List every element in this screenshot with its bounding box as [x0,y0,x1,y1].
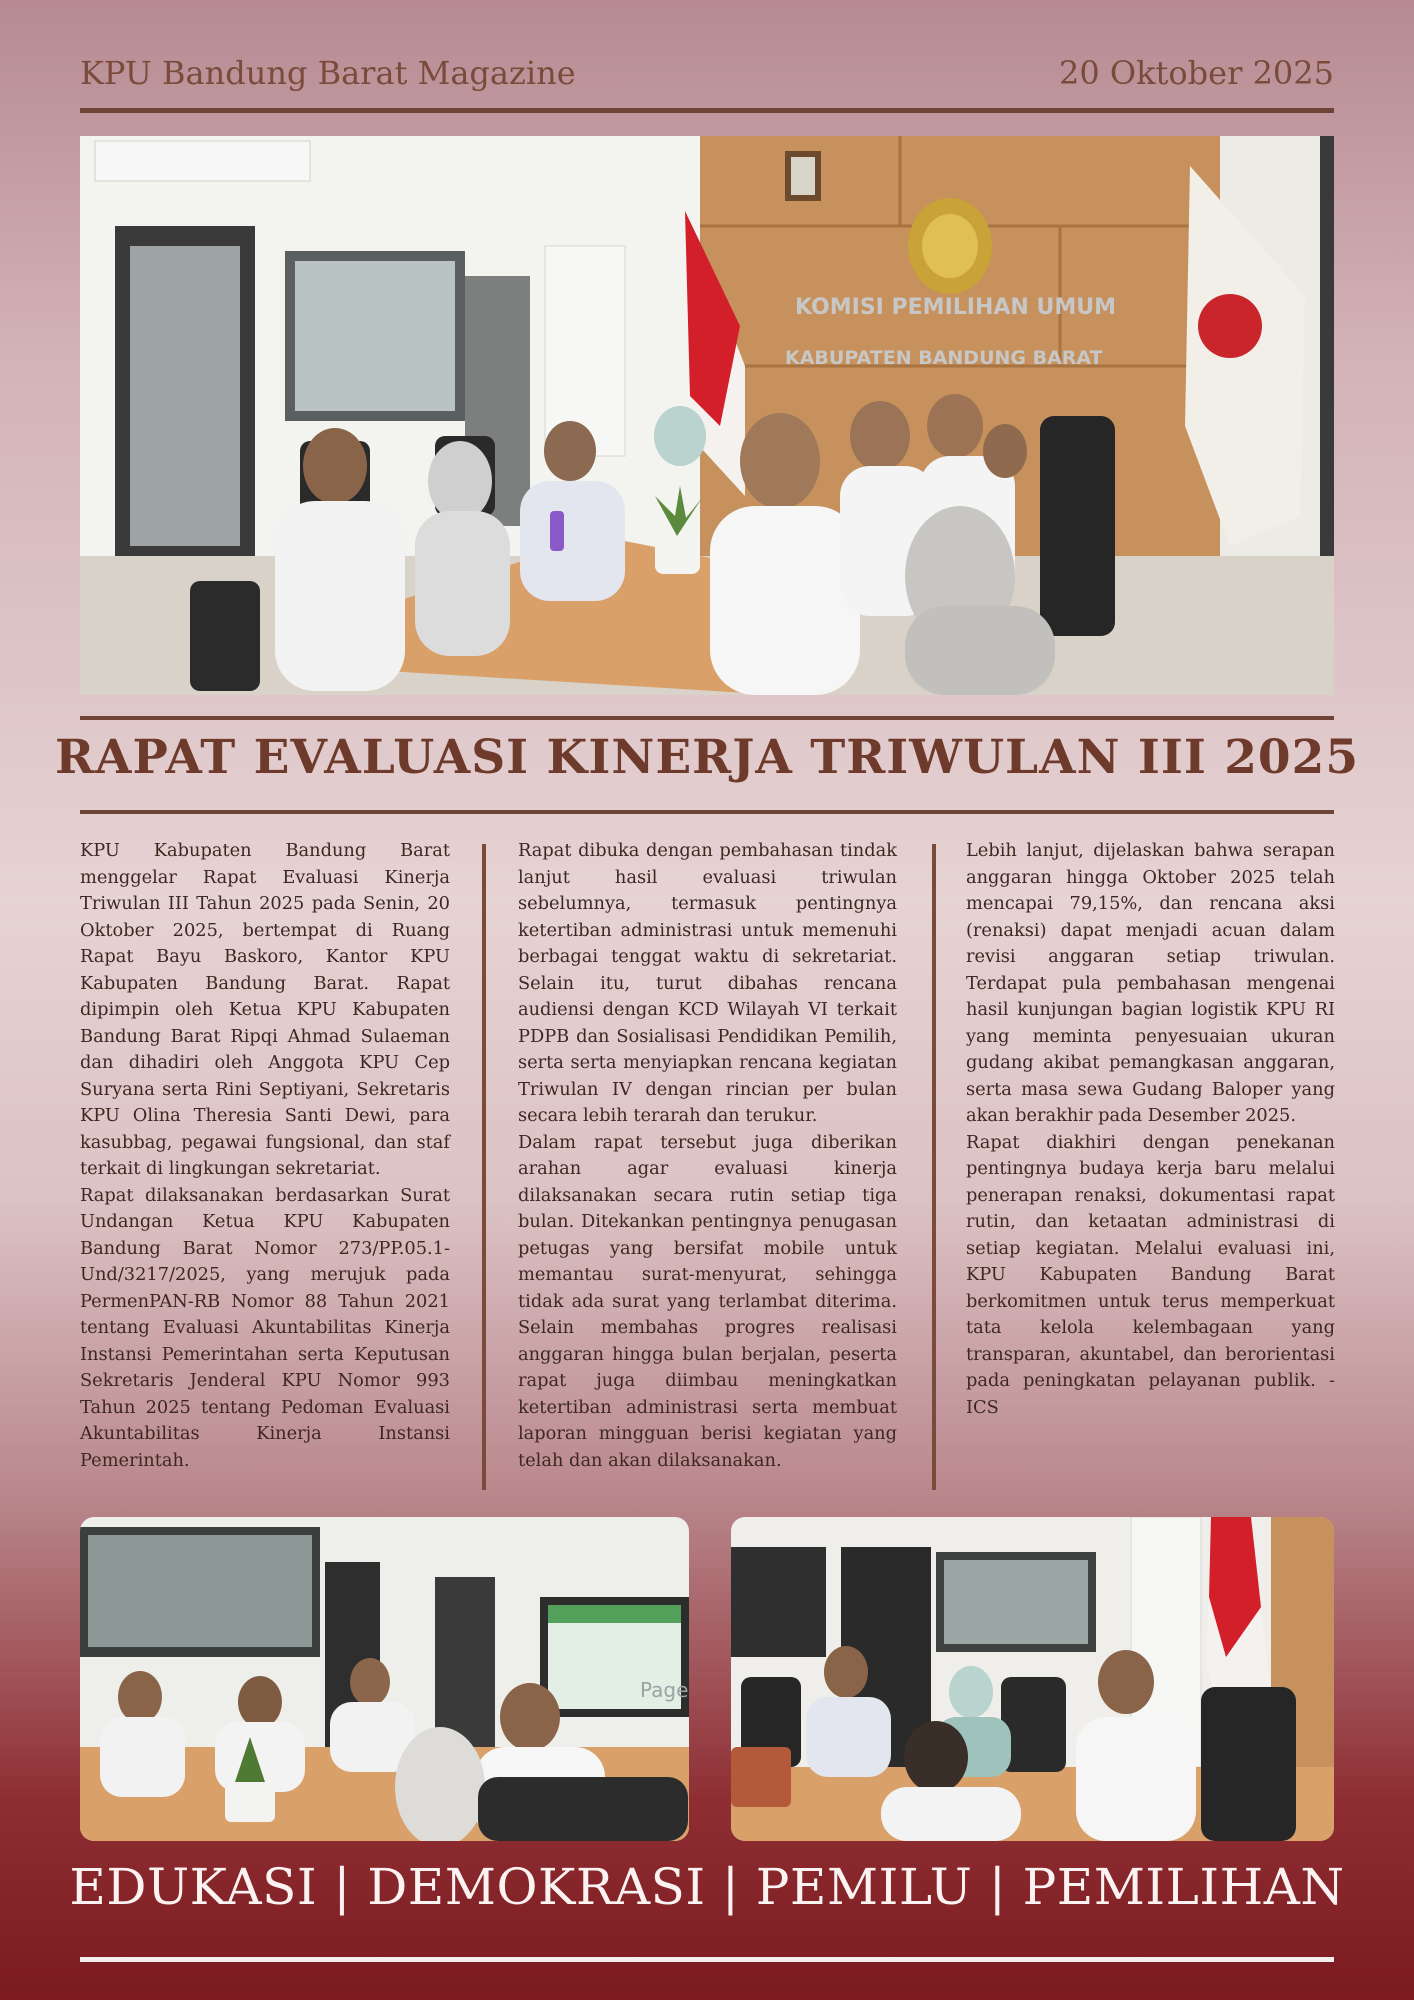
masthead [80,48,1334,108]
issue-date: 20 Oktober 2025 [1059,54,1334,92]
article-paragraph: KPU Kabupaten Bandung Barat menggelar Rapat Evaluasi Kinerja Triwulan III Tahun 2025 pada Senin, 20 Oktober 2025, bertempat di Ruang Rapat Bayu Baskoro, Kantor KPU Kabupaten Bandung Barat. Rapat dipimpin oleh Ketua KPU Kabupaten Bandung Barat Ripqi Ahmad Sulaeman dan dihadiri oleh Anggota KPU Cep Suryana serta Rini Septiyani, Sekretaris KPU Olina Theresia Santi Dewi, para kasubbag, pegawai fungsional, dan staf terkait di lingkungan sekretariat. [80,840,450,1179]
article-column-2 [518,838,897,1474]
hero-photo-illustration [80,136,1334,695]
article-column-3 [966,838,1335,1421]
article-paragraph: Rapat dilaksanakan berdasarkan Surat Undangan Ketua KPU Kabupaten Bandung Barat Nomor 273/PP.05.1-Und/3217/2025, yang merujuk pada PermenPAN-RB Nomor 88 Tahun 2021 tentang Evaluasi Akuntabilitas Kinerja Instansi Pemerintahan serta Keputusan Sekretaris Jenderal KPU Nomor 993 Tahun 2025 tentang Pedoman Evaluasi Akuntabilitas Kinerja Instansi Pemerintah. [80,1184,450,1471]
photo-meeting-right [731,1517,1334,1841]
column-divider [932,844,936,1490]
article-paragraph: Lebih lanjut, dijelaskan bahwa serapan anggaran hingga Oktober 2025 telah mencapai 79,15%, dan rencana aksi (renaksi) dapat menjadi acuan dalam revisi anggaran setiap triwulan. Terdapat pula pembahasan mengenai hasil kunjungan bagian logistik KPU RI yang meminta penyesuaian ukuran gudang akibat pemangkasan anggaran, serta masa sewa Gudang Baloper yang akan berakhir pada Desember 2025. [966,840,1335,1126]
sign-line-1: KOMISI PEMILIHAN UMUM [795,295,1116,320]
photo-right-illustration [731,1517,1334,1841]
headline: RAPAT EVALUASI KINERJA TRIWULAN III 2025 [54,730,1360,785]
sign-line-2: KABUPATEN BANDUNG BARAT [785,347,1103,369]
article-column-1 [80,838,450,1474]
headline-rule-bottom [80,810,1334,814]
footer-tagline: EDUKASI | DEMOKRASI | PEMILU | PEMILIHAN [69,1858,1345,1916]
article-paragraph: Dalam rapat tersebut juga diberikan arahan agar evaluasi kinerja dilaksanakan secara rutin setiap tiga bulan. Ditekankan pentingnya penugasan petugas yang bersifat mobile untuk memantau surat-menyurat, sehingga tidak ada surat yang terlambat diterima. Selain membahas progres realisasi anggaran hingga bulan berjalan, peserta rapat juga diimbau meningkatkan ketertiban administrasi serta membuat laporan mingguan berisi kegiatan yang telah dan akan dilaksanakan. [518,1131,897,1471]
headline-rule-top [80,716,1334,720]
top-divider [80,108,1334,113]
column-divider [482,844,486,1490]
magazine-title: KPU Bandung Barat Magazine [80,54,576,92]
photo-meeting-left [80,1517,689,1841]
hero-photo [80,136,1334,695]
article-paragraph: Rapat diakhiri dengan penekanan pentingnya budaya kerja baru melalui penerapan renaksi, dokumentasi rapat rutin, dan ketaatan administrasi di setiap kegiatan. Melalui evaluasi ini, KPU Kabupaten Bandung Barat berkomitmen untuk terus memperkuat tata kelola kelembagaan yang transparan, akuntabel, dan berorientasi pada peningkatan pelayanan publik. - ICS [966,1131,1335,1418]
footer-rule [80,1957,1334,1962]
article-paragraph: Rapat dibuka dengan pembahasan tindak lanjut hasil evaluasi triwulan sebelumnya, termasuk pentingnya ketertiban administrasi untuk memenuhi berbagai tenggat waktu di sekretariat. Selain itu, turut dibahas rencana audiensi dengan KCD Wilayah VI terkait PDPB dan Sosialisasi Pendidikan Pemilih, serta serta menyiapkan rencana kegiatan Triwulan IV dengan rincian per bulan secara lebih terarah dan terukur. [518,840,897,1126]
screen-page-label: Page [640,1678,689,1702]
photo-left-illustration [80,1517,689,1841]
